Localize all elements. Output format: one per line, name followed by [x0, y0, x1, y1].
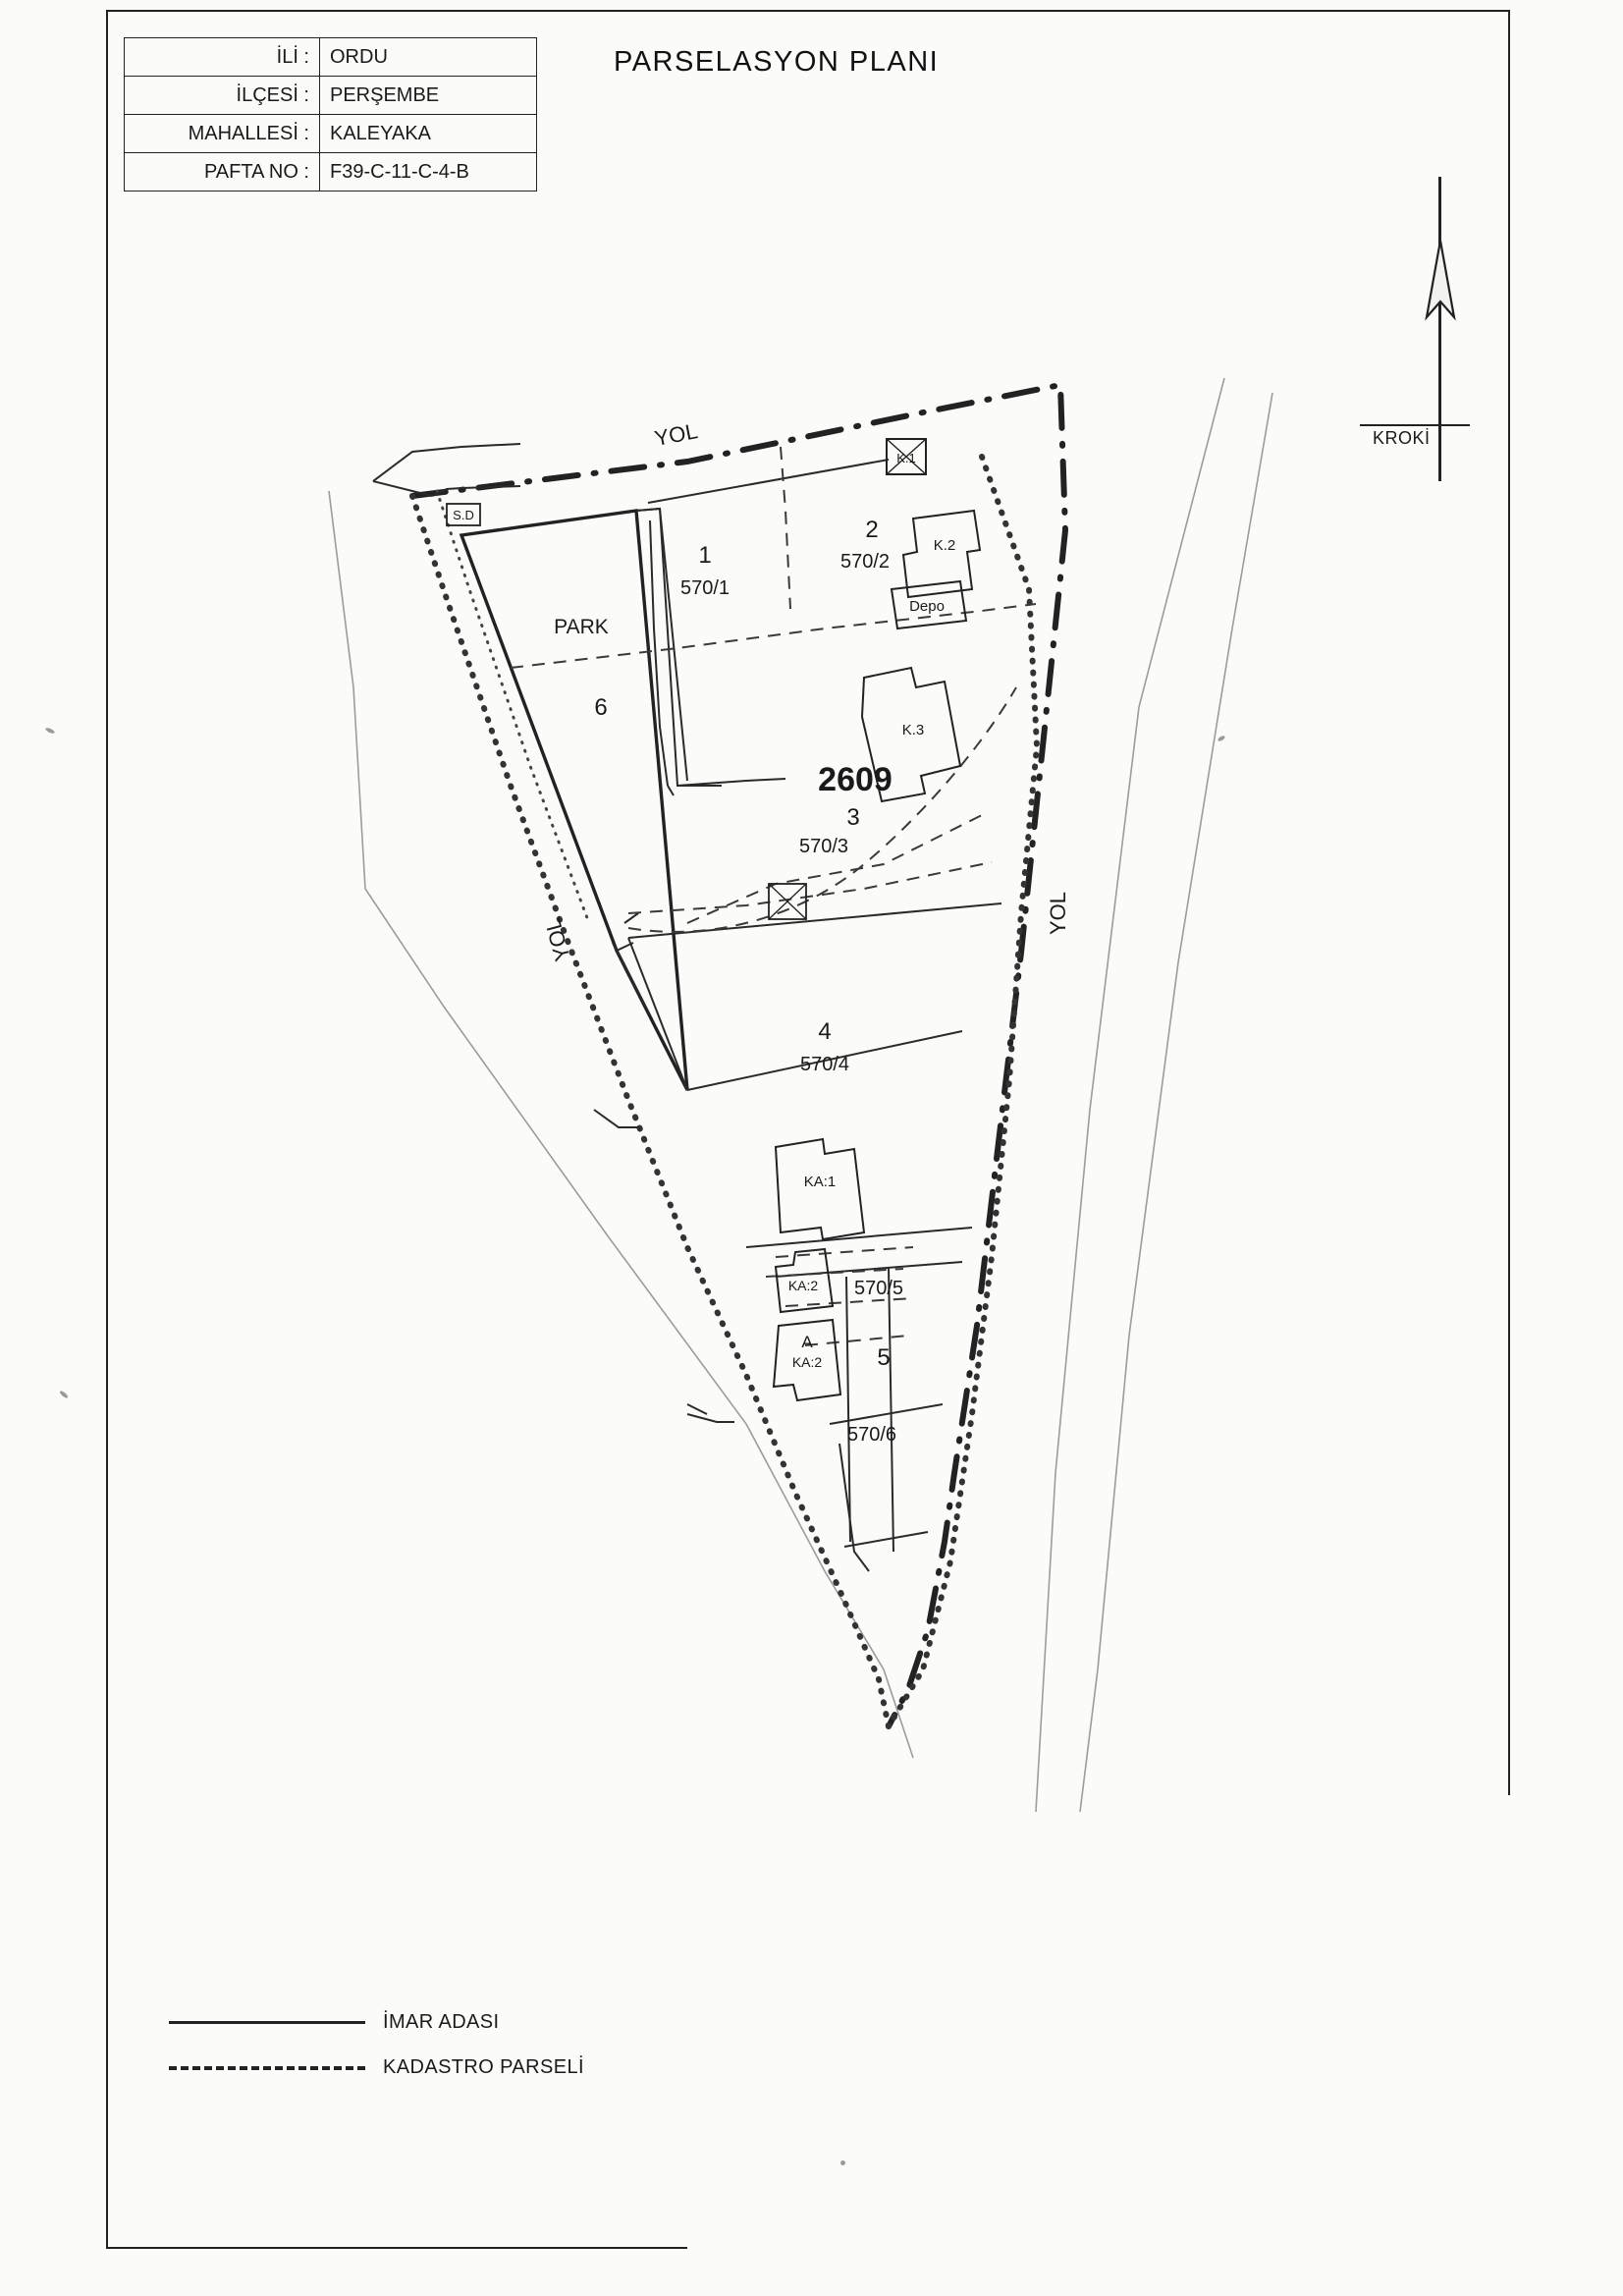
building-ka1: [776, 1139, 864, 1239]
svg-text:S.D: S.D: [453, 508, 474, 522]
info-label-mahalle: MAHALLESİ :: [125, 115, 320, 153]
map-label-parcel-3-number: 3: [846, 804, 860, 831]
map-label-parcel-1-number: 1: [698, 542, 712, 569]
svg-text:KA:2: KA:2: [787, 1278, 819, 1293]
building-a-ka2: [774, 1320, 840, 1400]
info-value-pafta: F39-C-11-C-4-B: [320, 153, 537, 191]
map-label-parcel-4-number: 4: [818, 1018, 832, 1045]
svg-text:A: A: [801, 1333, 813, 1351]
parcel-lines-solid: [617, 460, 1001, 1571]
legend-swatch-dashed-icon: [169, 2066, 365, 2070]
map-label-parcel-3-code: 570/3: [798, 836, 849, 857]
road-band-right: [1036, 378, 1272, 1812]
info-value-ilce: PERŞEMBE: [320, 77, 537, 115]
road-band-left: [329, 491, 913, 1758]
info-label-ilce: İLÇESİ :: [125, 77, 320, 115]
legend-label-kadastro-parseli: KADASTRO PARSELİ: [383, 2056, 584, 2078]
legend-swatch-solid-icon: [169, 2021, 365, 2024]
kroki-label: KROKİ: [1373, 428, 1431, 448]
building-k1: [887, 439, 926, 474]
map-label-park-number: 6: [594, 694, 608, 721]
svg-text:Depo: Depo: [909, 598, 945, 615]
page-title: PARSELASYON PLANI: [614, 46, 940, 78]
svg-text:KA:1: KA:1: [803, 1174, 837, 1190]
imar-boundary-outer: [412, 385, 1065, 1726]
map-label-parcel-4-code: 570/4: [799, 1054, 850, 1075]
map-label-road-left: YOL: [539, 915, 575, 964]
road-kinks: [594, 1110, 734, 1422]
map-label-block: 2609: [818, 761, 893, 798]
map-label-parcel-1-code: 570/1: [679, 577, 730, 599]
map-label-parcel-6-code: 570/6: [846, 1424, 897, 1446]
svg-text:K.2: K.2: [933, 537, 956, 554]
map-label-parcel-2-code: 570/2: [839, 551, 891, 573]
map-label-road-right: YOL: [1046, 891, 1070, 936]
parcel-dotted-inner: [437, 491, 589, 923]
map-label-parcel-5-code: 570/5: [853, 1278, 904, 1299]
legend-item-imar-adasi: [169, 2003, 679, 2049]
info-value-mahalle: KALEYAKA: [320, 115, 537, 153]
building-sd: [447, 504, 480, 525]
map-label-road-top: YOL: [652, 418, 700, 452]
map-legend: [169, 2003, 679, 2094]
svg-text:KA:2: KA:2: [791, 1354, 823, 1370]
road-top-left: [373, 444, 707, 1414]
legend-label-imar-adasi: İMAR ADASI: [383, 2011, 500, 2033]
info-label-il: İLİ :: [125, 38, 320, 77]
building-ka2-upper: [776, 1249, 833, 1312]
svg-text:K.1: K.1: [896, 451, 916, 465]
info-value-il: ORDU: [320, 38, 537, 77]
svg-text:K.3: K.3: [901, 722, 925, 738]
info-label-pafta: PAFTA NO :: [125, 153, 320, 191]
scan-speck: [840, 2160, 845, 2165]
legend-item-kadastro-parseli: [169, 2049, 679, 2094]
map-label-parcel-5-number: 5: [877, 1344, 891, 1371]
building-depo: [892, 581, 966, 629]
map-label-parcel-2-number: 2: [865, 517, 879, 543]
map-label-park: PARK: [554, 616, 609, 638]
building-marker-small: [769, 884, 806, 919]
